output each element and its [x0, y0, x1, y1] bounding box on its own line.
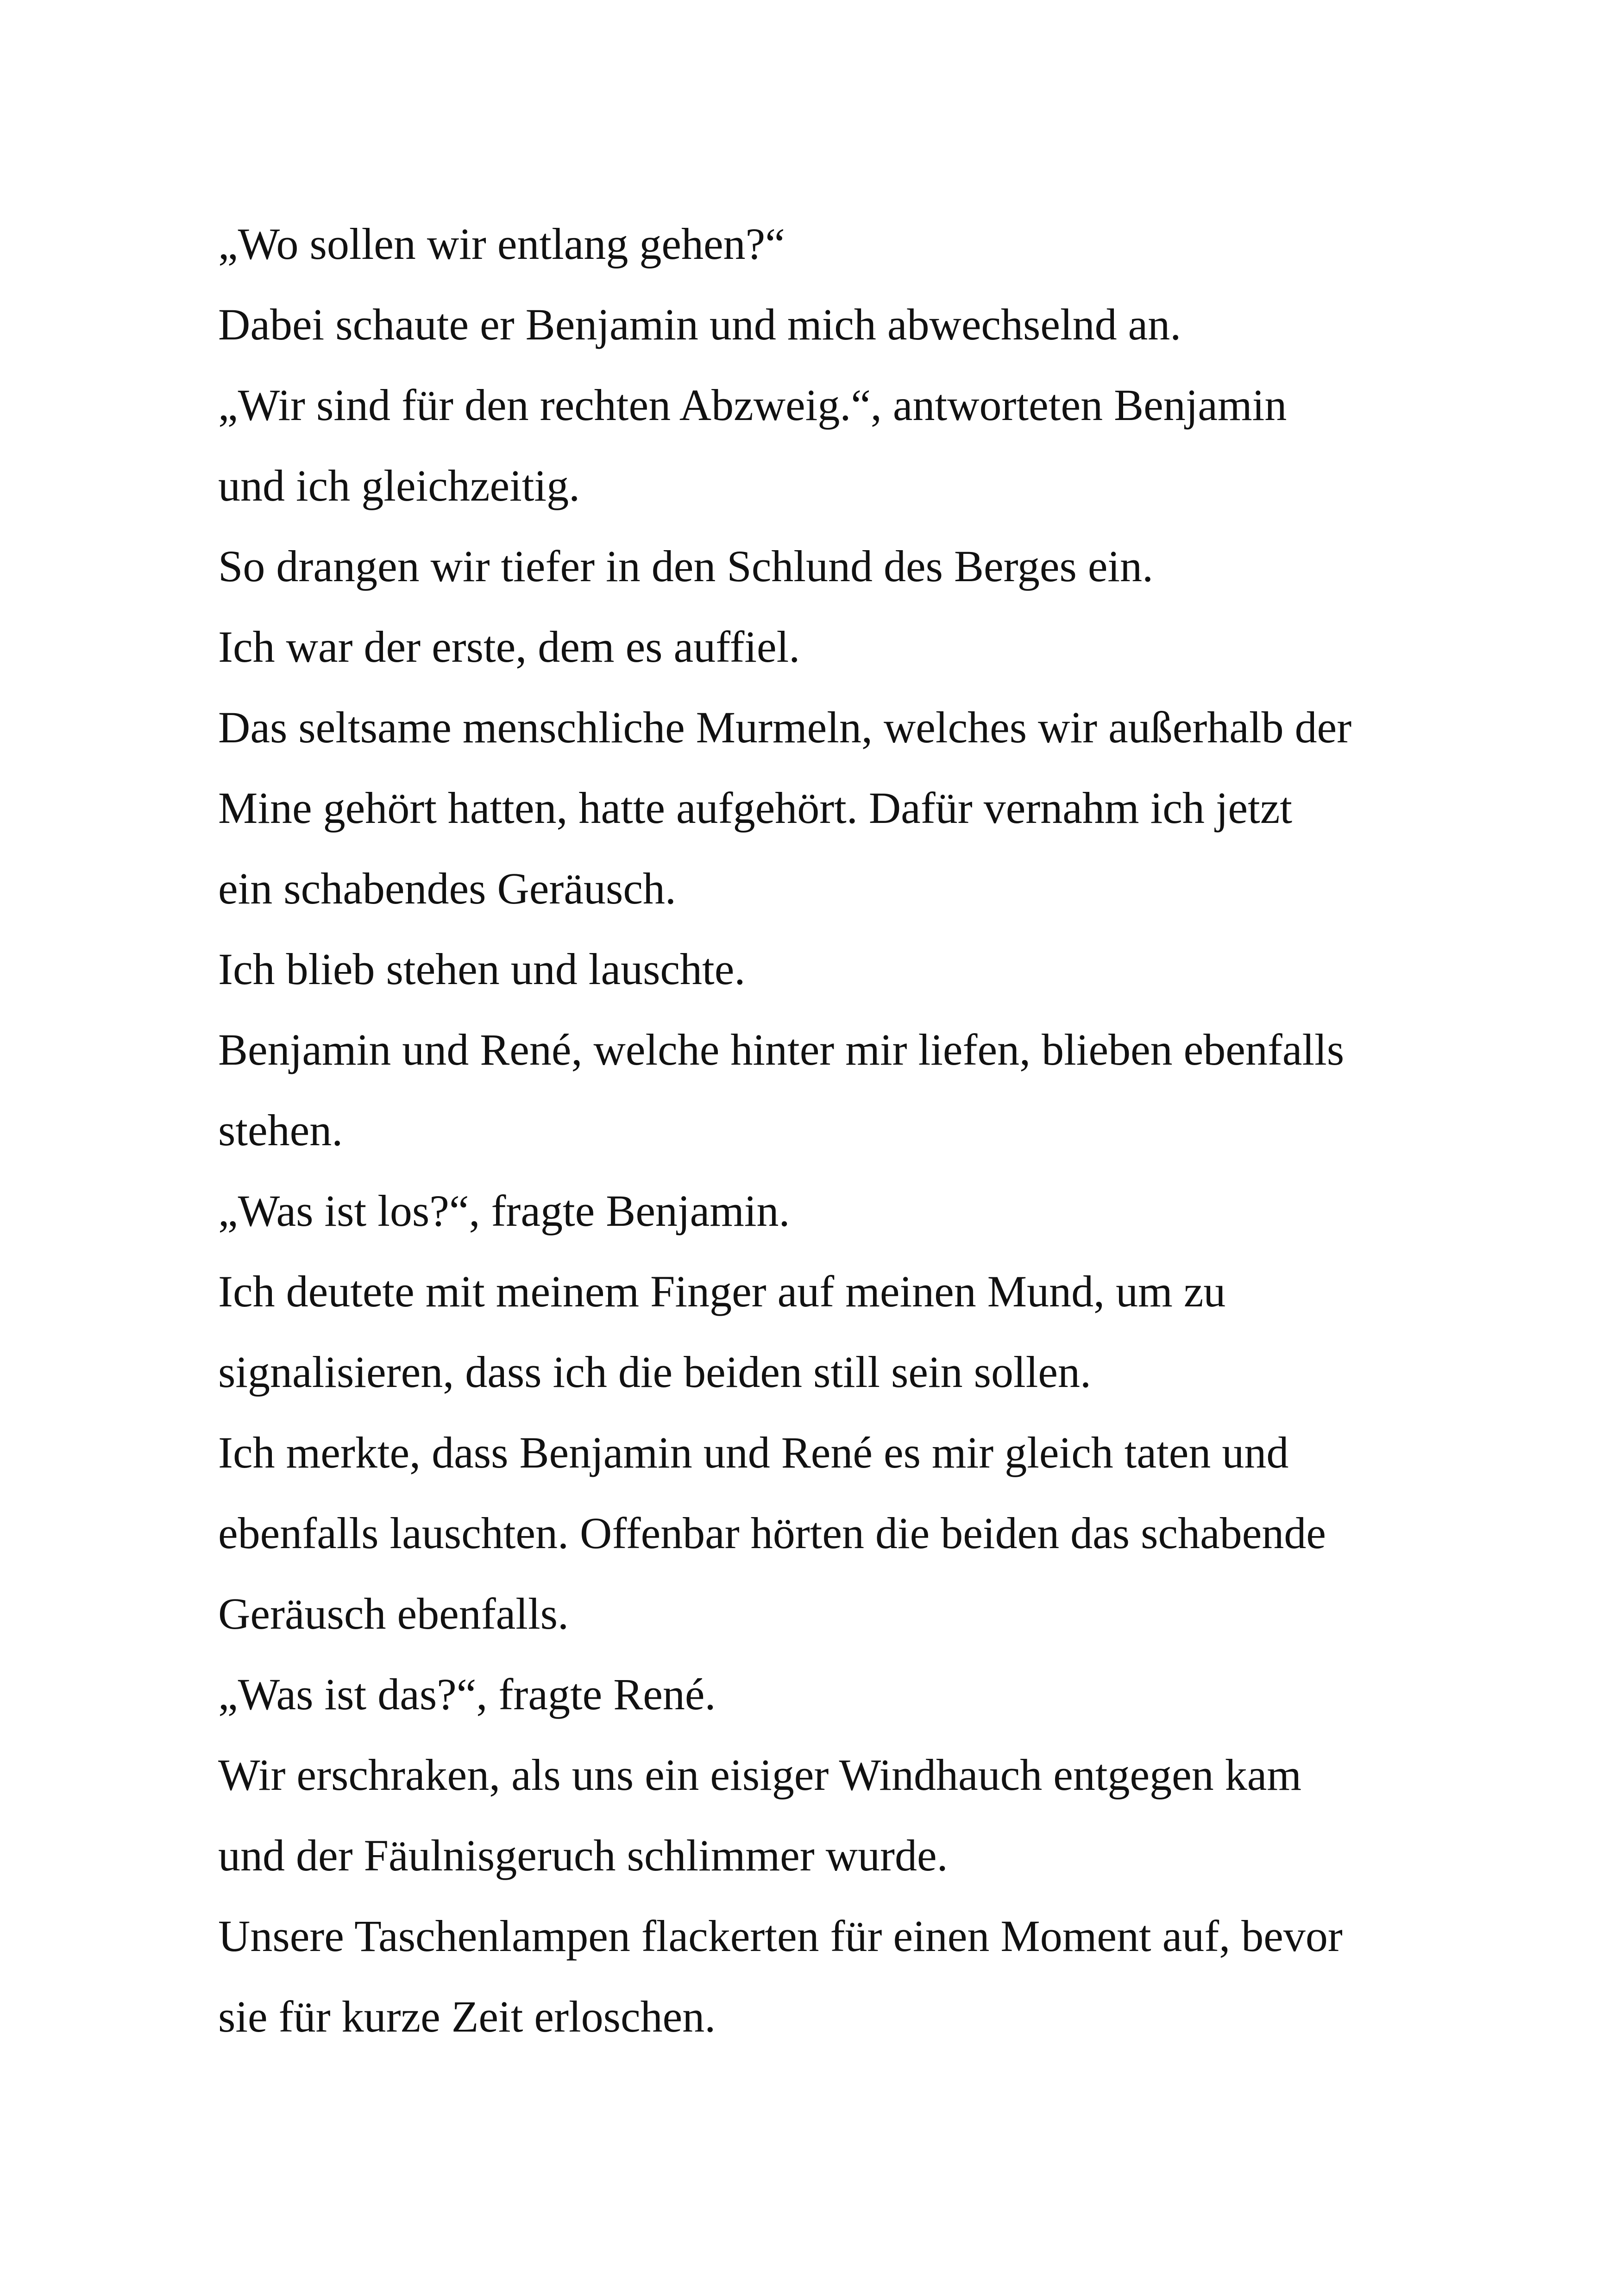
text-line: „Wo sollen wir entlang gehen?“ — [218, 219, 785, 269]
text-line: Geräusch ebenfalls. — [218, 1589, 569, 1638]
text-line: Unsere Taschenlampen flackerten für einen Moment auf, bevor — [218, 1911, 1343, 1961]
text-body — [218, 204, 1469, 2057]
text-line: So drangen wir tiefer in den Schlund des Berges ein. — [218, 541, 1154, 591]
text-line: Ich blieb stehen und lauschte. — [218, 944, 746, 994]
text-line: Ich war der erste, dem es auffiel. — [218, 622, 800, 671]
text-line: Das seltsame menschliche Murmeln, welches wir außerhalb der — [218, 703, 1352, 752]
text-line: stehen. — [218, 1105, 343, 1155]
text-line: und ich gleichzeitig. — [218, 461, 580, 510]
text-line: ebenfalls lauschten. Offenbar hörten die beiden das schabende — [218, 1508, 1326, 1558]
text-line: Benjamin und René, welche hinter mir liefen, blieben ebenfalls — [218, 1025, 1345, 1074]
text-line: Mine gehört hatten, hatte aufgehört. Dafür vernahm ich jetzt — [218, 783, 1293, 833]
text-line: Ich merkte, dass Benjamin und René es mir gleich taten und — [218, 1428, 1289, 1477]
text-line: Ich deutete mit meinem Finger auf meinen Mund, um zu — [218, 1267, 1226, 1316]
text-line: sie für kurze Zeit erloschen. — [218, 1992, 716, 2041]
text-line: „Was ist das?“, fragte René. — [218, 1669, 716, 1719]
text-line: Dabei schaute er Benjamin und mich abwechselnd an. — [218, 300, 1181, 349]
text-line: „Wir sind für den rechten Abzweig.“, antworteten Benjamin — [218, 380, 1287, 430]
text-line: ein schabendes Geräusch. — [218, 864, 676, 913]
text-line: Wir erschraken, als uns ein eisiger Windhauch entgegen kam — [218, 1750, 1302, 1800]
text-line: signalisieren, dass ich die beiden still sein sollen. — [218, 1347, 1091, 1397]
text-line: und der Fäulnisgeruch schlimmer wurde. — [218, 1831, 948, 1880]
text-line: „Was ist los?“, fragte Benjamin. — [218, 1186, 790, 1236]
